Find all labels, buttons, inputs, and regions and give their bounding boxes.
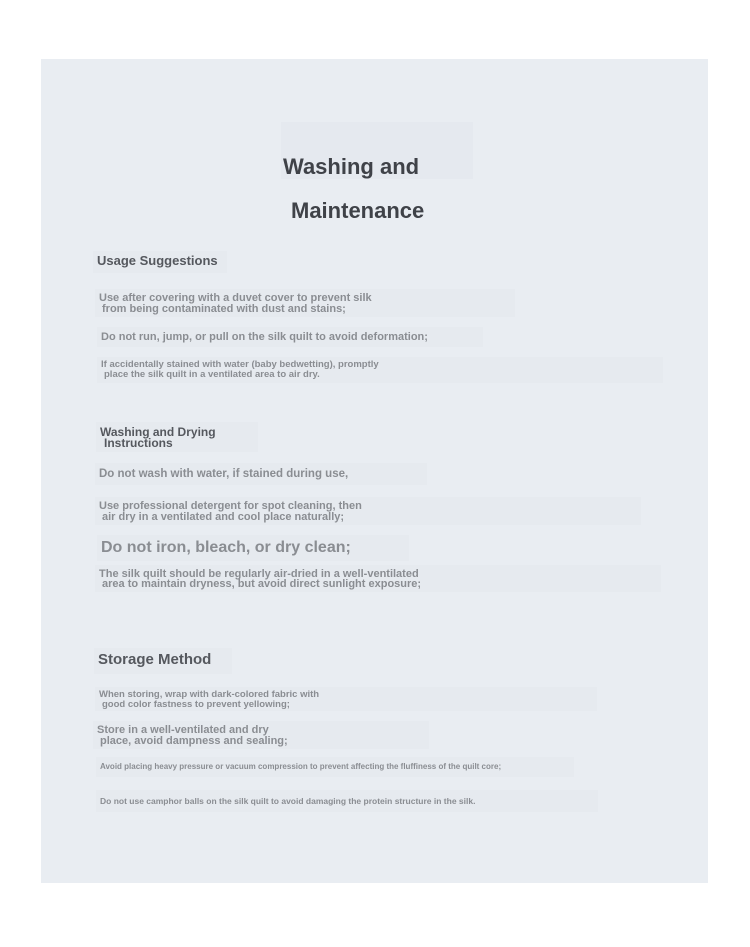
washing-item-4-line-2: area to maintain dryness, but avoid direct sunlight exposure; [102, 578, 422, 590]
usage-item-3 [97, 357, 663, 383]
storage-item-2-line-2: place, avoid dampness and sealing; [100, 735, 288, 747]
washing-item-3-line-1: Do not iron, bleach, or dry clean; [101, 539, 351, 556]
storage-method-heading: Storage Method [94, 648, 232, 674]
washing-item-2-line-1: Use professional detergent for spot cleaning, then [99, 500, 362, 512]
washing-item-1-line-1: Do not wash with water, if stained during use, [99, 468, 349, 480]
usage-item-1-line-2: from being contaminated with dust and stains; [102, 303, 346, 315]
washing-item-4 [95, 565, 661, 592]
storage-item-2 [93, 721, 429, 749]
storage-item-2-line-1: Store in a well-ventilated and dry [97, 724, 269, 736]
usage-item-3-line-2: place the silk quilt in a ventilated area to air dry. [104, 369, 320, 380]
washing-item-2 [95, 497, 641, 525]
page-title-line-2: Maintenance [291, 198, 425, 223]
washing-item-1 [95, 463, 427, 485]
page-title-line-1: Washing and [283, 154, 420, 179]
storage-item-1-line-2: good color fastness to prevent yellowing; [102, 699, 290, 710]
storage-item-4-line-1: Do not use camphor balls on the silk quilt to avoid damaging the protein structure in the silk. [100, 796, 476, 806]
storage-item-3-line-1: Avoid placing heavy pressure or vacuum compression to prevent affecting the fluffiness of the quilt core; [100, 762, 502, 771]
washing-drying-heading-line-2: Instructions [104, 436, 173, 450]
washing-item-4-line-1: The silk quilt should be regularly air-dried in a well-ventilated [99, 568, 419, 580]
usage-item-2-line-1: Do not run, jump, or pull on the silk quilt to avoid deformation; [101, 331, 428, 343]
storage-item-1-line-1: When storing, wrap with dark-colored fabric with [99, 689, 320, 700]
washing-drying-heading-line-1: Washing and Drying [100, 425, 216, 439]
storage-item-1 [95, 687, 597, 711]
document-card [41, 59, 708, 883]
usage-item-2 [97, 327, 483, 347]
storage-item-3 [96, 757, 574, 777]
page-title [281, 122, 473, 223]
washing-drying-heading [96, 422, 258, 452]
storage-item-4 [96, 790, 598, 812]
usage-item-3-line-1: If accidentally stained with water (baby bedwetting), promptly [101, 359, 379, 370]
usage-item-1 [95, 289, 515, 317]
washing-item-2-line-2: air dry in a ventilated and cool place naturally; [102, 511, 345, 523]
usage-item-1-line-1: Use after covering with a duvet cover to prevent silk [99, 292, 372, 304]
washing-item-3 [97, 535, 409, 561]
usage-suggestions-heading: Usage Suggestions [93, 251, 227, 273]
